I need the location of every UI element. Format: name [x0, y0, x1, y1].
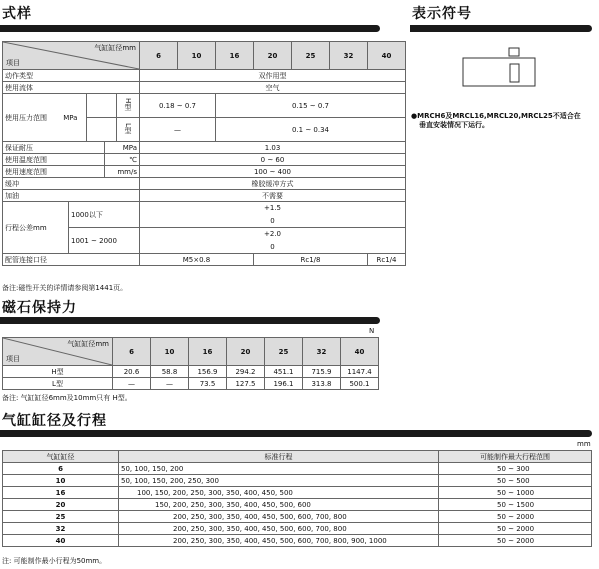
stroke-header-bore: 气缸缸径	[3, 451, 119, 463]
magnet-bore-40: 40	[341, 338, 379, 366]
spec-bore-16: 16	[216, 42, 254, 70]
magnet-header-corner	[3, 338, 113, 366]
magnet-cell: 196.1	[265, 378, 303, 390]
magnet-cell: —	[113, 378, 151, 390]
magnet-item-label: 项目	[6, 355, 20, 363]
magnet-title-bar	[0, 317, 380, 324]
pressure-unit: MPa	[63, 113, 78, 122]
magnet-cell: 156.9	[189, 366, 227, 378]
stroke-row	[3, 511, 592, 523]
stroke-max: 50 ~ 500	[439, 475, 592, 487]
magnet-row-l	[3, 378, 379, 390]
pressure-l-large: 0.1 ~ 0.34	[216, 118, 406, 142]
stroke-table	[2, 450, 592, 547]
stroke-bore: 32	[3, 523, 119, 535]
cushion-label: 缓冲	[3, 178, 140, 190]
magnet-cell: 313.8	[303, 378, 341, 390]
stroke-bore: 16	[3, 487, 119, 499]
magnet-cell: —	[151, 378, 189, 390]
spec-item-label: 项目	[6, 59, 20, 67]
magnet-row-h	[3, 366, 379, 378]
proof-unit: MPa	[105, 142, 140, 154]
stroke-bore: 6	[3, 463, 119, 475]
fluid-value: 空气	[140, 82, 406, 94]
stroke-bore: 10	[3, 475, 119, 487]
port-rc18: Rc1/8	[254, 254, 368, 266]
spec-note: 备注:磁性开关的详情请参阅第1441页。	[2, 284, 128, 292]
magnet-row-label: L型	[3, 378, 113, 390]
pressure-h-type: H型	[124, 98, 132, 111]
spec-bore-20: 20	[254, 42, 292, 70]
stroke-bore: 20	[3, 499, 119, 511]
magnet-bore-20: 20	[227, 338, 265, 366]
pressure-l-type: L型	[124, 123, 132, 134]
stroke-tol-range-b: 1001 ~ 2000	[69, 228, 140, 254]
stroke-standard: 50, 100, 150, 200	[119, 463, 439, 475]
magnet-bore-16: 16	[189, 338, 227, 366]
lube-value: 不需要	[140, 190, 406, 202]
pressure-label: 使用压力范围 MPa	[3, 94, 87, 142]
pressure-l-small: —	[140, 118, 216, 142]
port-label: 配管连接口径	[3, 254, 140, 266]
symbol-section-title: 表示符号	[412, 6, 472, 22]
cylinder-symbol-icon	[460, 44, 540, 92]
symbol-title-bar	[410, 25, 592, 32]
stroke-bore: 40	[3, 535, 119, 547]
magnet-table	[2, 337, 379, 390]
stroke-standard: 200, 250, 300, 350, 400, 450, 500, 600, 700, 800, 900, 1000	[119, 535, 439, 547]
magnet-bore-6: 6	[113, 338, 151, 366]
temp-value: 0 ~ 60	[140, 154, 406, 166]
stroke-bore: 25	[3, 511, 119, 523]
pressure-h-small: 0.18 ~ 0.7	[140, 94, 216, 118]
stroke-standard: 200, 250, 300, 350, 400, 450, 500, 600, 700, 800	[119, 511, 439, 523]
stroke-standard: 50, 100, 150, 200, 250, 300	[119, 475, 439, 487]
stroke-max: 50 ~ 300	[439, 463, 592, 475]
stroke-max: 50 ~ 2000	[439, 535, 592, 547]
speed-label: 使用速度范围	[3, 166, 105, 178]
magnet-cell: 58.8	[151, 366, 189, 378]
action-type-value: 双作用型	[140, 70, 406, 82]
speed-value: 100 ~ 400	[140, 166, 406, 178]
stroke-section-title: 气缸缸径及行程	[2, 413, 107, 429]
stroke-tol-b-minus: 0	[140, 241, 406, 254]
spec-bore-25: 25	[292, 42, 330, 70]
proof-label: 保证耐压	[3, 142, 105, 154]
magnet-bore-label: 气缸缸径mm	[67, 340, 109, 348]
stroke-unit: mm	[577, 440, 591, 448]
stroke-title-bar	[0, 430, 592, 437]
magnet-cell: 73.5	[189, 378, 227, 390]
lube-label: 加油	[3, 190, 140, 202]
magnet-bore-32: 32	[303, 338, 341, 366]
stroke-max: 50 ~ 1500	[439, 499, 592, 511]
stroke-header-max: 可能制作最大行程范围	[439, 451, 592, 463]
magnet-cell: 20.6	[113, 366, 151, 378]
spec-bore-10: 10	[178, 42, 216, 70]
magnet-cell: 127.5	[227, 378, 265, 390]
action-type-label: 动作类型	[3, 70, 140, 82]
stroke-max: 50 ~ 1000	[439, 487, 592, 499]
spec-bore-32: 32	[330, 42, 368, 70]
proof-value: 1.03	[140, 142, 406, 154]
spec-bore-label: 气缸缸径mm	[94, 44, 136, 52]
spec-bore-6: 6	[140, 42, 178, 70]
magnet-cell: 1147.4	[341, 366, 379, 378]
stroke-max: 50 ~ 2000	[439, 523, 592, 535]
stroke-row	[3, 523, 592, 535]
magnet-cell: 294.2	[227, 366, 265, 378]
spec-bore-40: 40	[368, 42, 406, 70]
spec-header-corner	[3, 42, 140, 70]
stroke-note: 注: 可能制作最小行程为50mm。	[2, 557, 107, 565]
magnet-cell: 451.1	[265, 366, 303, 378]
stroke-tol-a-minus: 0	[140, 215, 406, 228]
magnet-row-label: H型	[3, 366, 113, 378]
fluid-label: 使用流体	[3, 82, 140, 94]
magnet-section-title: 磁石保持力	[2, 300, 77, 316]
temp-unit: ℃	[105, 154, 140, 166]
stroke-standard: 100, 150, 200, 250, 300, 350, 400, 450, 500	[119, 487, 439, 499]
spec-section-title: 式样	[2, 6, 32, 22]
stroke-row	[3, 487, 592, 499]
magnet-unit: N	[369, 327, 375, 335]
stroke-standard: 200, 250, 300, 350, 400, 450, 500, 600, 700, 800	[119, 523, 439, 535]
stroke-tol-range-a: 1000以下	[69, 202, 140, 228]
stroke-row	[3, 499, 592, 511]
stroke-header-standard: 标准行程	[119, 451, 439, 463]
cushion-value: 橡胶缓冲方式	[140, 178, 406, 190]
port-m5: M5×0.8	[140, 254, 254, 266]
stroke-max: 50 ~ 2000	[439, 511, 592, 523]
symbol-note-line2: 垂直安装情况下运行。	[419, 121, 489, 129]
stroke-row	[3, 475, 592, 487]
stroke-row	[3, 463, 592, 475]
temp-label: 使用温度范围	[3, 154, 105, 166]
stroke-standard: 150, 200, 250, 300, 350, 400, 450, 500, 600	[119, 499, 439, 511]
stroke-tol-b-plus: +2.0	[140, 228, 406, 241]
pressure-h-large: 0.15 ~ 0.7	[216, 94, 406, 118]
stroke-tol-label: 行程公差mm	[3, 202, 69, 254]
speed-unit: mm/s	[105, 166, 140, 178]
stroke-row	[3, 535, 592, 547]
spec-table	[2, 41, 406, 266]
magnet-cell: 715.9	[303, 366, 341, 378]
spec-title-bar	[0, 25, 380, 32]
stroke-tol-a-plus: +1.5	[140, 202, 406, 215]
port-rc14: Rc1/4	[368, 254, 406, 266]
magnet-note: 备注: 气缸缸径6mm及10mm只有 H型。	[2, 394, 132, 402]
magnet-bore-10: 10	[151, 338, 189, 366]
symbol-note-line1: ●MRCH6及MRCL16,MRCL20,MRCL25不适合在	[411, 112, 581, 120]
magnet-cell: 500.1	[341, 378, 379, 390]
magnet-bore-25: 25	[265, 338, 303, 366]
